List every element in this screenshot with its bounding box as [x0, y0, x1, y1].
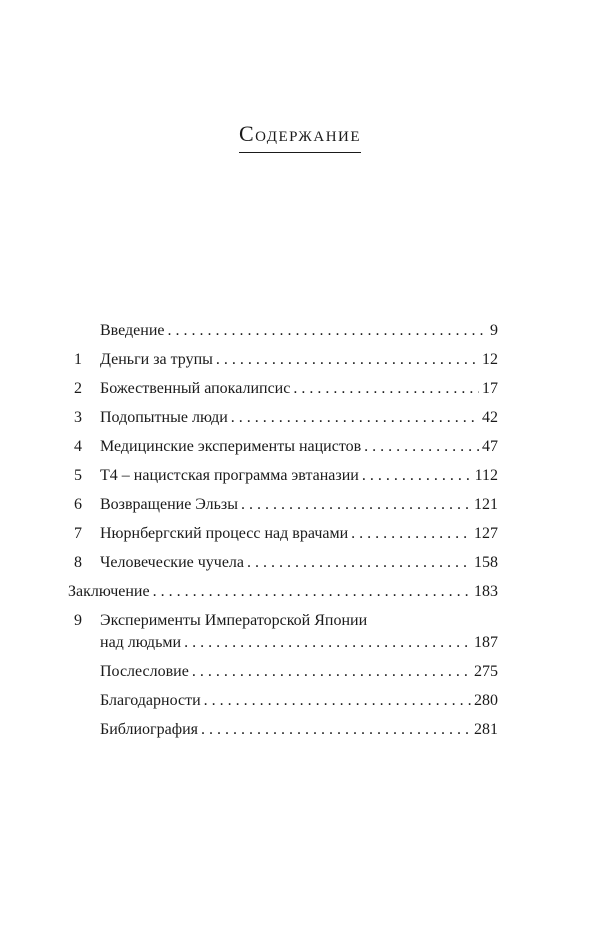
- entry-page-number: 275: [474, 663, 498, 680]
- entry-label: Библиография: [100, 721, 198, 738]
- entry-label: Деньги за трупы: [100, 351, 213, 368]
- title-wrap: [0, 120, 600, 153]
- chapter-number: 3: [74, 409, 82, 426]
- toc-entry-chapter-3[interactable]: [68, 399, 498, 428]
- entry-page-number: 121: [474, 496, 498, 513]
- entry-label-line-1: Эксперименты Императорской Японии: [100, 612, 368, 629]
- chapter-number: 8: [74, 554, 82, 571]
- entry-page-number: 280: [474, 692, 498, 709]
- dot-leader: [362, 466, 472, 486]
- dot-leader: [201, 720, 471, 740]
- dot-leader: [216, 350, 479, 370]
- toc-entry-chapter-8[interactable]: [68, 544, 498, 573]
- entry-label: Божественный апокалипсис: [100, 380, 291, 397]
- entry-label: Человеческие чучела: [100, 554, 245, 571]
- toc-entry-acknowledgements[interactable]: [68, 682, 498, 711]
- chapter-number: 7: [74, 525, 82, 542]
- chapter-number: 5: [74, 467, 82, 484]
- entry-page-number: 12: [482, 351, 498, 368]
- chapter-number: 9: [74, 612, 82, 629]
- entry-page-number: 127: [474, 525, 498, 542]
- entry-page-number: 183: [474, 583, 498, 600]
- toc-entry-chapter-4[interactable]: [68, 428, 498, 457]
- chapter-number: 4: [74, 438, 82, 455]
- toc-entry-chapter-6[interactable]: [68, 486, 498, 515]
- dot-leader: [192, 662, 471, 682]
- dot-leader: [153, 582, 471, 602]
- entry-label: Послесловие: [100, 663, 189, 680]
- dot-leader: [241, 495, 471, 515]
- dot-leader: [231, 408, 479, 428]
- toc-entry-bibliography[interactable]: [68, 711, 498, 740]
- dot-leader: [293, 379, 479, 399]
- dot-leader: [351, 524, 471, 544]
- toc-entry-introduction[interactable]: [68, 312, 498, 341]
- toc-entry-chapter-1[interactable]: [68, 341, 498, 370]
- entry-label: Подопытные люди: [100, 409, 228, 426]
- chapter-number: 2: [74, 380, 82, 397]
- entry-label-line-2: над людьми: [100, 634, 182, 651]
- entry-page-number: 158: [474, 554, 498, 571]
- table-of-contents: [68, 312, 498, 740]
- entry-line-2: [68, 631, 498, 653]
- entry-line-1: [68, 602, 498, 631]
- dot-leader: [204, 691, 471, 711]
- entry-label: Медицинские эксперименты нацистов: [100, 438, 362, 455]
- entry-page-number: 9: [490, 322, 498, 339]
- toc-entry-chapter-7[interactable]: [68, 515, 498, 544]
- toc-entry-chapter-2[interactable]: [68, 370, 498, 399]
- entry-label: Благодарности: [100, 692, 201, 709]
- entry-page-number: 17: [482, 380, 498, 397]
- entry-label: Введение: [100, 322, 165, 339]
- entry-page-number: 47: [482, 438, 498, 455]
- dot-leader: [247, 553, 471, 573]
- entry-label: Нюрнбергский процесс над врачами: [100, 525, 349, 542]
- toc-entry-afterword[interactable]: [68, 653, 498, 682]
- page-title: Содержание: [239, 120, 361, 153]
- toc-entry-chapter-9[interactable]: [68, 602, 498, 653]
- entry-label: Заключение: [68, 583, 150, 600]
- entry-page-number: 281: [474, 721, 498, 738]
- toc-entry-chapter-5[interactable]: [68, 457, 498, 486]
- dot-leader: [168, 321, 488, 341]
- entry-label: Т4 – нацистская программа эвтаназии: [100, 467, 359, 484]
- dot-leader: [364, 437, 479, 457]
- dot-leader: [184, 633, 471, 653]
- entry-page-number: 42: [482, 409, 498, 426]
- chapter-number: 1: [74, 351, 82, 368]
- entry-page-number: 112: [474, 467, 498, 484]
- chapter-number: 6: [74, 496, 82, 513]
- entry-page-number: 187: [474, 634, 498, 651]
- toc-entry-conclusion[interactable]: [68, 573, 498, 602]
- entry-label: Возвращение Эльзы: [100, 496, 238, 513]
